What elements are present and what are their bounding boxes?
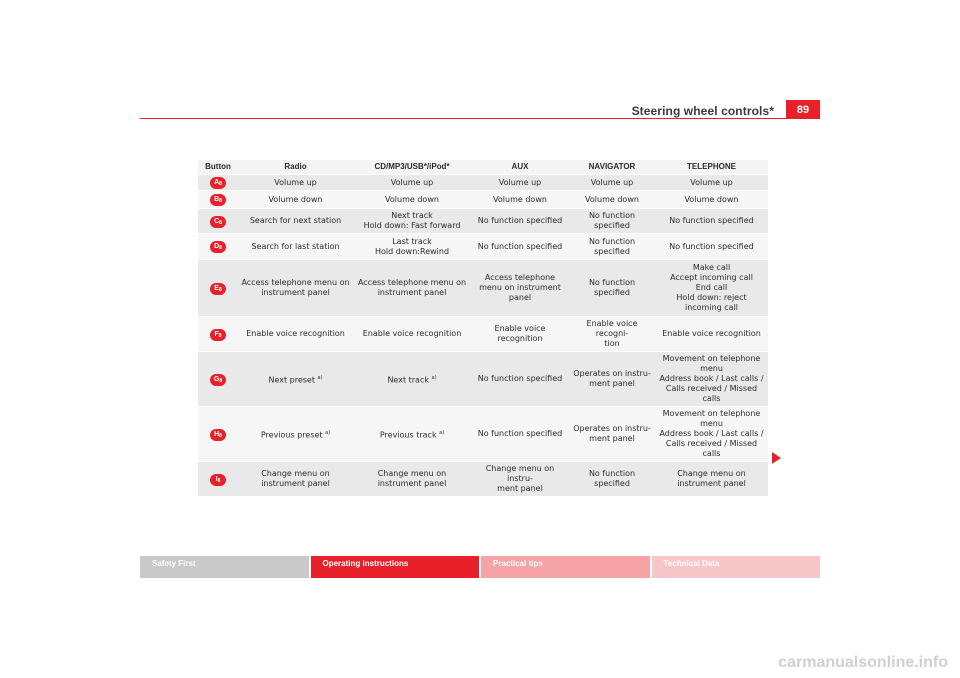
- nav-cell: Operates on instru- ment panel: [569, 406, 655, 461]
- radio-cell: Search for last station: [238, 233, 353, 259]
- radio-cell: Volume down: [238, 190, 353, 208]
- radio-cell: [238, 351, 353, 406]
- footnote-mark: a): [439, 429, 445, 436]
- steering-controls-table: [198, 160, 768, 496]
- cd-cell: [353, 351, 471, 406]
- column-header: CD/MP3/USB*/iPod*: [353, 160, 471, 174]
- button-label-icon: $B_8$: [211, 195, 225, 205]
- button-label-icon: $F_8$: [211, 330, 225, 340]
- column-header: AUX: [471, 160, 569, 174]
- cd-text: Previous track: [379, 430, 437, 440]
- page-number: 89: [786, 100, 820, 119]
- table-row: [198, 208, 768, 233]
- nav-cell: Volume up: [569, 174, 655, 190]
- table-header-row: [198, 160, 768, 174]
- button-label-icon: $G_8$: [211, 375, 225, 385]
- button-label-icon: $A_8$: [211, 178, 225, 188]
- cd-cell: Enable voice recognition: [353, 316, 471, 351]
- footer-tab-technical-data[interactable]: Technical Data: [652, 556, 821, 578]
- footer-tab-practical-tips[interactable]: Practical tips: [481, 556, 650, 578]
- aux-cell: Volume down: [471, 190, 569, 208]
- tel-cell: Volume up: [655, 174, 768, 190]
- radio-cell: Change menu on instrument panel: [238, 461, 353, 496]
- footnote-mark: a): [317, 374, 323, 381]
- footer-tab-safety-first[interactable]: Safety First: [140, 556, 309, 578]
- aux-cell: Access telephone menu on instrument panel: [471, 259, 569, 316]
- tel-cell: Movement on telephone menu Address book / Last calls / Calls received / Missed calls: [655, 351, 768, 406]
- tel-cell: No function specified: [655, 208, 768, 233]
- button-label-icon: $H_8$: [211, 430, 225, 440]
- nav-cell: No function specified: [569, 259, 655, 316]
- table-row: [198, 406, 768, 461]
- aux-cell: No function specified: [471, 208, 569, 233]
- next-page-arrow-icon[interactable]: [772, 452, 781, 464]
- cd-cell: Volume up: [353, 174, 471, 190]
- aux-cell: No function specified: [471, 233, 569, 259]
- column-header: TELEPHONE: [655, 160, 768, 174]
- cd-text: Next track: [387, 375, 429, 385]
- cd-cell: Next track Hold down: Fast forward: [353, 208, 471, 233]
- nav-cell: No function specified: [569, 461, 655, 496]
- nav-cell: No function specified: [569, 208, 655, 233]
- column-header: NAVIGATOR: [569, 160, 655, 174]
- table-row: [198, 461, 768, 496]
- button-cell: [198, 461, 238, 496]
- nav-cell: Enable voice recogni- tion: [569, 316, 655, 351]
- cd-cell: Last track Hold down:Rewind: [353, 233, 471, 259]
- button-cell: [198, 174, 238, 190]
- aux-cell: Change menu on instru- ment panel: [471, 461, 569, 496]
- footnote-mark: a): [431, 374, 437, 381]
- footer-nav: [140, 556, 820, 578]
- button-cell: [198, 351, 238, 406]
- table-row: [198, 259, 768, 316]
- tel-cell: Make call Accept incoming call End call Hold down: reject incoming call: [655, 259, 768, 316]
- page-title: Steering wheel controls*: [631, 104, 774, 118]
- button-label-icon: $C_8$: [211, 217, 225, 227]
- nav-cell: Volume down: [569, 190, 655, 208]
- table-row: [198, 233, 768, 259]
- table-row: [198, 351, 768, 406]
- radio-text: Next preset: [268, 375, 315, 385]
- aux-cell: Volume up: [471, 174, 569, 190]
- tel-cell: No function specified: [655, 233, 768, 259]
- button-label-icon: $D_8$: [211, 242, 225, 252]
- column-header: Button: [198, 160, 238, 174]
- cd-cell: [353, 406, 471, 461]
- tel-cell: Volume down: [655, 190, 768, 208]
- button-cell: [198, 316, 238, 351]
- cd-cell: Volume down: [353, 190, 471, 208]
- button-label-icon: $I_8$: [211, 475, 225, 485]
- nav-cell: No function specified: [569, 233, 655, 259]
- table-row: [198, 174, 768, 190]
- radio-cell: Enable voice recognition: [238, 316, 353, 351]
- watermark: carmanualsonline.info: [778, 654, 948, 671]
- cd-cell: Change menu on instrument panel: [353, 461, 471, 496]
- button-cell: [198, 406, 238, 461]
- button-label-icon: $E_8$: [211, 284, 225, 294]
- nav-cell: Operates on instru- ment panel: [569, 351, 655, 406]
- aux-cell: No function specified: [471, 351, 569, 406]
- table-row: [198, 190, 768, 208]
- button-cell: [198, 190, 238, 208]
- radio-cell: Search for next station: [238, 208, 353, 233]
- column-header: Radio: [238, 160, 353, 174]
- cd-cell: Access telephone menu on instrument panel: [353, 259, 471, 316]
- footer-tab-operating-instructions[interactable]: Operating instructions: [311, 556, 480, 578]
- tel-cell: Movement on telephone menu Address book / Last calls / Calls received / Missed calls: [655, 406, 768, 461]
- radio-cell: [238, 406, 353, 461]
- aux-cell: No function specified: [471, 406, 569, 461]
- footnote-mark: a): [325, 429, 331, 436]
- button-cell: [198, 259, 238, 316]
- tel-cell: Enable voice recognition: [655, 316, 768, 351]
- button-cell: [198, 233, 238, 259]
- radio-cell: Access telephone menu on instrument panel: [238, 259, 353, 316]
- tel-cell: Change menu on instrument panel: [655, 461, 768, 496]
- aux-cell: Enable voice recognition: [471, 316, 569, 351]
- radio-text: Previous preset: [260, 430, 323, 440]
- table-row: [198, 316, 768, 351]
- header-rule: [140, 118, 820, 119]
- button-cell: [198, 208, 238, 233]
- radio-cell: Volume up: [238, 174, 353, 190]
